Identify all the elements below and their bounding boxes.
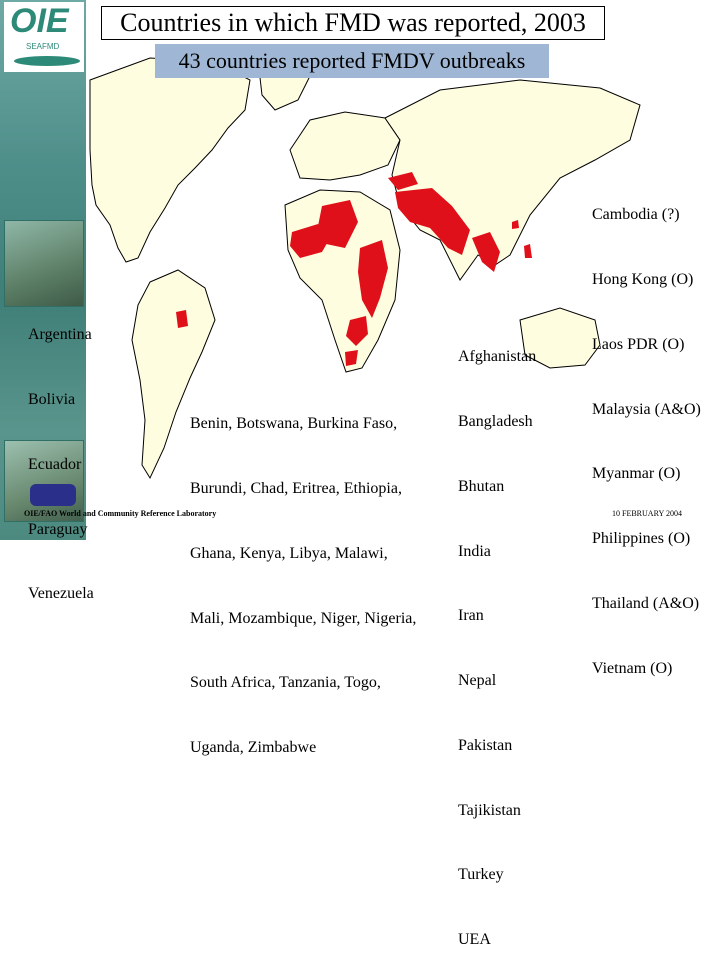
list-item: Tajikistan <box>458 801 521 819</box>
asia-country-list <box>458 303 536 972</box>
list-item: Myanmar (O) <box>592 465 681 483</box>
list-item: Afghanistan <box>458 348 537 366</box>
page-subtitle: 43 countries reported FMDV outbreaks <box>155 44 549 78</box>
list-item: South Africa, Tanzania, Togo, <box>190 674 381 692</box>
list-item: Argentina <box>28 326 92 344</box>
list-item: Turkey <box>458 866 504 884</box>
list-item: Cambodia (?) <box>592 206 680 224</box>
footer-date: 10 FEBRUARY 2004 <box>612 509 682 518</box>
list-item: Laos PDR (O) <box>592 335 685 353</box>
list-item: Mali, Mozambique, Niger, Nigeria, <box>190 609 417 627</box>
list-item: Nepal <box>458 672 497 690</box>
outbreak-philippines <box>524 244 532 258</box>
north-america-landmass <box>90 58 250 262</box>
list-item: Uganda, Zimbabwe <box>190 739 317 757</box>
footer-lab-credit: OIE/FAO World and Community Reference Laboratory <box>24 509 217 518</box>
south-america-country-list <box>28 281 94 627</box>
list-item: Philippines (O) <box>592 530 691 548</box>
list-item: Benin, Botswana, Burkina Faso, <box>190 415 398 433</box>
list-item: Malaysia (A&O) <box>592 400 701 418</box>
list-item: Paraguay <box>28 520 88 538</box>
list-item: Burundi, Chad, Eritrea, Ethiopia, <box>190 479 402 497</box>
list-item: Vietnam (O) <box>592 659 673 677</box>
list-item: Bolivia <box>28 390 76 408</box>
list-item: Venezuela <box>28 585 94 603</box>
southeast-asia-country-list <box>592 161 701 701</box>
logo-text: OIE <box>10 2 69 40</box>
list-item: Pakistan <box>458 736 513 754</box>
page-title: Countries in which FMD was reported, 2003 <box>101 6 605 40</box>
list-item: Ghana, Kenya, Libya, Malawi, <box>190 544 388 562</box>
list-item: Hong Kong (O) <box>592 270 694 288</box>
outbreak-paraguay <box>176 310 188 328</box>
list-item: Bhutan <box>458 477 505 495</box>
outbreak-south-africa-tip <box>345 350 358 366</box>
list-item: Thailand (A&O) <box>592 594 700 612</box>
logo-subtext: SEAFMD <box>26 42 60 51</box>
list-item: UEA <box>458 931 491 949</box>
list-item: Ecuador <box>28 455 82 473</box>
africa-country-list <box>190 370 416 780</box>
list-item: Iran <box>458 607 484 625</box>
list-item: India <box>458 542 491 560</box>
list-item: Bangladesh <box>458 412 533 430</box>
europe-landmass <box>290 112 400 180</box>
